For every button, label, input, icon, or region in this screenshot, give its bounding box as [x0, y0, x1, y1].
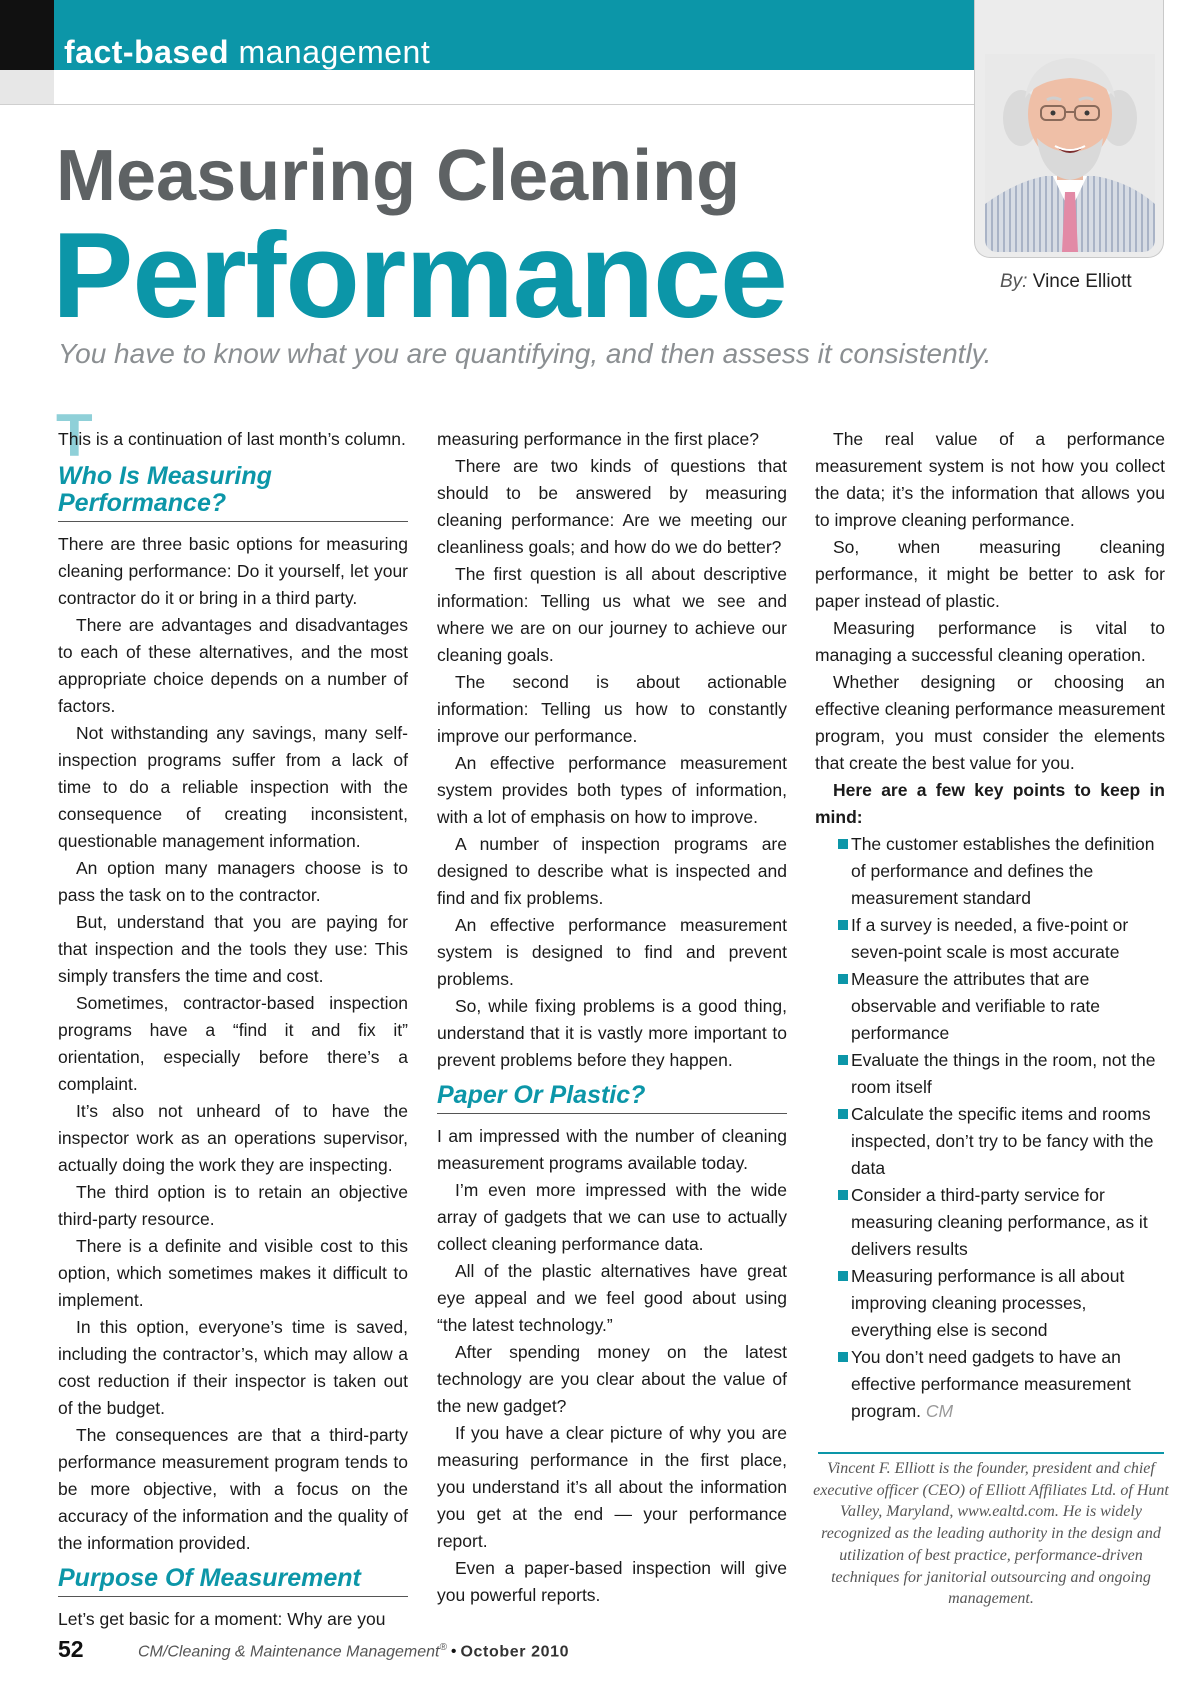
- paragraph: The third option is to retain an objective third-party resource.: [58, 1182, 408, 1229]
- paragraph: In this option, everyone’s time is saved, including the contractor’s, which may allow a cost reduction if their inspector is taken out of the budget.: [58, 1317, 408, 1418]
- paragraph: A number of inspection programs are designed to describe what is inspected and find and fix problems.: [437, 834, 787, 908]
- publication-name: CM/Cleaning & Maintenance Management: [138, 1643, 440, 1661]
- author-name: Vince Elliott: [1032, 271, 1132, 292]
- paragraph: But, understand that you are paying for that inspection and the tools they use: This simply transfers the time and cost.: [58, 912, 408, 986]
- registered-mark: ®: [439, 1642, 447, 1653]
- list-item: [815, 1182, 1165, 1263]
- drop-cap: T: [56, 402, 93, 469]
- paragraph: Sometimes, contractor-based inspection programs have a “find it and fix it” orientation, especially before there’s a complaint.: [58, 993, 408, 1094]
- author-photo: [985, 54, 1155, 252]
- paragraph: So, when measuring cleaning performance, it might be better to ask for paper instead of plastic.: [815, 537, 1165, 611]
- key-points-intro: Here are a few key points to keep in mind:: [815, 780, 1165, 827]
- paragraph: The first question is all about descriptive information: Telling us what we see and where we are on our journey to achieve our cleaning goals.: [437, 564, 787, 665]
- column-3: [815, 426, 1165, 1425]
- list-item: [815, 1263, 1165, 1344]
- heading-paper-or-plastic: Paper Or Plastic?: [437, 1082, 787, 1114]
- title-line-1: Measuring Cleaning: [56, 136, 741, 216]
- paragraph: Measuring performance is vital to managing a successful cleaning operation.: [815, 618, 1165, 665]
- paragraph: The second is about actionable information: Telling us how to constantly improve our performance.: [437, 672, 787, 746]
- bullet-square-icon: [838, 1190, 848, 1200]
- header-black-tab: [0, 0, 54, 70]
- paragraph: measuring performance in the first place?: [437, 429, 759, 449]
- byline-label: By:: [1000, 271, 1028, 292]
- paragraph: After spending money on the latest technology are you clear about the value of the new gadget?: [437, 1342, 787, 1416]
- intro-paragraph: This is a continuation of last month’s column.: [58, 429, 406, 449]
- end-mark: CM: [925, 1401, 954, 1421]
- author-bio: Vincent F. Elliott is the founder, president and chief executive officer (CEO) of Elliott Affiliates Ltd. of Hunt Valley, Maryland, www.ealtd.com. He is widely recognized as the leading authority in the design and utilization of best practice, performance-driven techniques for janitorial outsourcing and ongoing management.: [813, 1460, 1169, 1608]
- paragraph: Even a paper-based inspection will give you powerful reports.: [437, 1558, 787, 1605]
- bullet-square-icon: [838, 1271, 848, 1281]
- paragraph: There is a definite and visible cost to this option, which sometimes makes it difficult to implement.: [58, 1236, 408, 1310]
- list-item-text: Measuring performance is all about improving cleaning processes, everything else is second: [851, 1266, 1125, 1340]
- paragraph: So, while fixing problems is a good thing, understand that it is vastly more important to prevent problems before they happen.: [437, 996, 787, 1070]
- paragraph: I am impressed with the number of cleaning measurement programs available today.: [437, 1126, 787, 1173]
- list-item-text: Measure the attributes that are observable and verifiable to rate performance: [851, 969, 1101, 1043]
- byline: [1000, 271, 1132, 293]
- list-item: [815, 966, 1165, 1047]
- paragraph: There are advantages and disadvantages to each of these alternatives, and the most appropriate choice depends on a number of factors.: [58, 615, 408, 716]
- paragraph: It’s also not unheard of to have the inspector work as an operations supervisor, actually doing the work they are inspecting.: [58, 1101, 408, 1175]
- subtitle: You have to know what you are quantifying, and then assess it consistently.: [58, 338, 992, 369]
- section-label: [64, 36, 430, 68]
- issue-date: October 2010: [460, 1643, 570, 1661]
- title-line-2: Performance: [52, 207, 787, 343]
- list-item: [815, 1047, 1165, 1101]
- paragraph: The real value of a performance measurement system is not how you collect the data; it’s the information that allows you to improve cleaning performance.: [815, 429, 1165, 530]
- page-footer: [58, 1636, 570, 1662]
- section-label-bold: fact-based: [64, 34, 230, 70]
- list-item: [815, 1344, 1165, 1425]
- paragraph: Not withstanding any savings, many self-inspection programs suffer from a lack of time to do a reliable inspection with the consequence of creating inconsistent, questionable management information.: [58, 723, 408, 851]
- author-photo-frame: [974, 0, 1164, 258]
- paragraph: An option many managers choose is to pass the task on to the contractor.: [58, 858, 408, 905]
- list-item: [815, 912, 1165, 966]
- section-label-light: management: [238, 34, 431, 70]
- publication-line: [138, 1643, 569, 1660]
- page-number: 52: [58, 1636, 84, 1662]
- paragraph: The consequences are that a third-party performance measurement program tends to be more objective, with a focus on the accuracy of the information and the quality of the information provided.: [58, 1425, 408, 1553]
- paragraph: If you have a clear picture of why you are measuring performance in the first place, you understand it’s all about the information you get at the end — your performance report.: [437, 1423, 787, 1551]
- heading-purpose-of-measurement: Purpose Of Measurement: [58, 1565, 408, 1597]
- column-1: [58, 426, 408, 1633]
- footer-separator: •: [450, 1643, 457, 1661]
- paragraph: There are three basic options for measuring cleaning performance: Do it yourself, let your contractor do it or bring in a third party.: [58, 534, 408, 608]
- list-item-text: Calculate the specific items and rooms inspected, don’t try to be fancy with the data: [851, 1104, 1154, 1178]
- column-2: [437, 426, 787, 1609]
- list-item-text: The customer establishes the definition of performance and defines the measurement standard: [851, 834, 1155, 908]
- paragraph: All of the plastic alternatives have great eye appeal and we feel good about using “the latest technology.”: [437, 1261, 787, 1335]
- author-portrait-image: [985, 54, 1155, 252]
- paragraph: An effective performance measurement system is designed to find and prevent problems.: [437, 915, 787, 989]
- paragraph: Whether designing or choosing an effective cleaning performance measurement program, you must consider the elements that create the best value for you.: [815, 672, 1165, 773]
- bullet-square-icon: [838, 974, 848, 984]
- list-item: [815, 1101, 1165, 1182]
- paragraph: An effective performance measurement system provides both types of information, with a lot of emphasis on how to improve.: [437, 753, 787, 827]
- paragraph: There are two kinds of questions that should to be answered by measuring cleaning performance: Are we meeting our cleanliness goals; and how do we do better?: [437, 456, 787, 557]
- heading-who-is-measuring: Who Is Measuring Performance?: [58, 463, 408, 522]
- list-item-text: Evaluate the things in the room, not the room itself: [851, 1050, 1156, 1097]
- header-divider: [0, 104, 977, 105]
- list-item-text: If a survey is needed, a five-point or seven-point scale is most accurate: [851, 915, 1129, 962]
- header-grey-strip: [0, 70, 54, 105]
- list-item: [815, 831, 1165, 912]
- bullet-square-icon: [838, 1352, 848, 1362]
- paragraph: I’m even more impressed with the wide array of gadgets that we can use to actually collect cleaning performance data.: [437, 1180, 787, 1254]
- key-points-list: [815, 831, 1165, 1425]
- paragraph: Let’s get basic for a moment: Why are you: [58, 1609, 386, 1629]
- list-item-text: Consider a third-party service for measuring cleaning performance, as it delivers results: [851, 1185, 1148, 1259]
- bullet-square-icon: [838, 839, 848, 849]
- bio-divider: [818, 1452, 1164, 1454]
- bullet-square-icon: [838, 920, 848, 930]
- bullet-square-icon: [838, 1109, 848, 1119]
- bullet-square-icon: [838, 1055, 848, 1065]
- list-item-text: You don’t need gadgets to have an effective performance measurement program.: [851, 1347, 1131, 1421]
